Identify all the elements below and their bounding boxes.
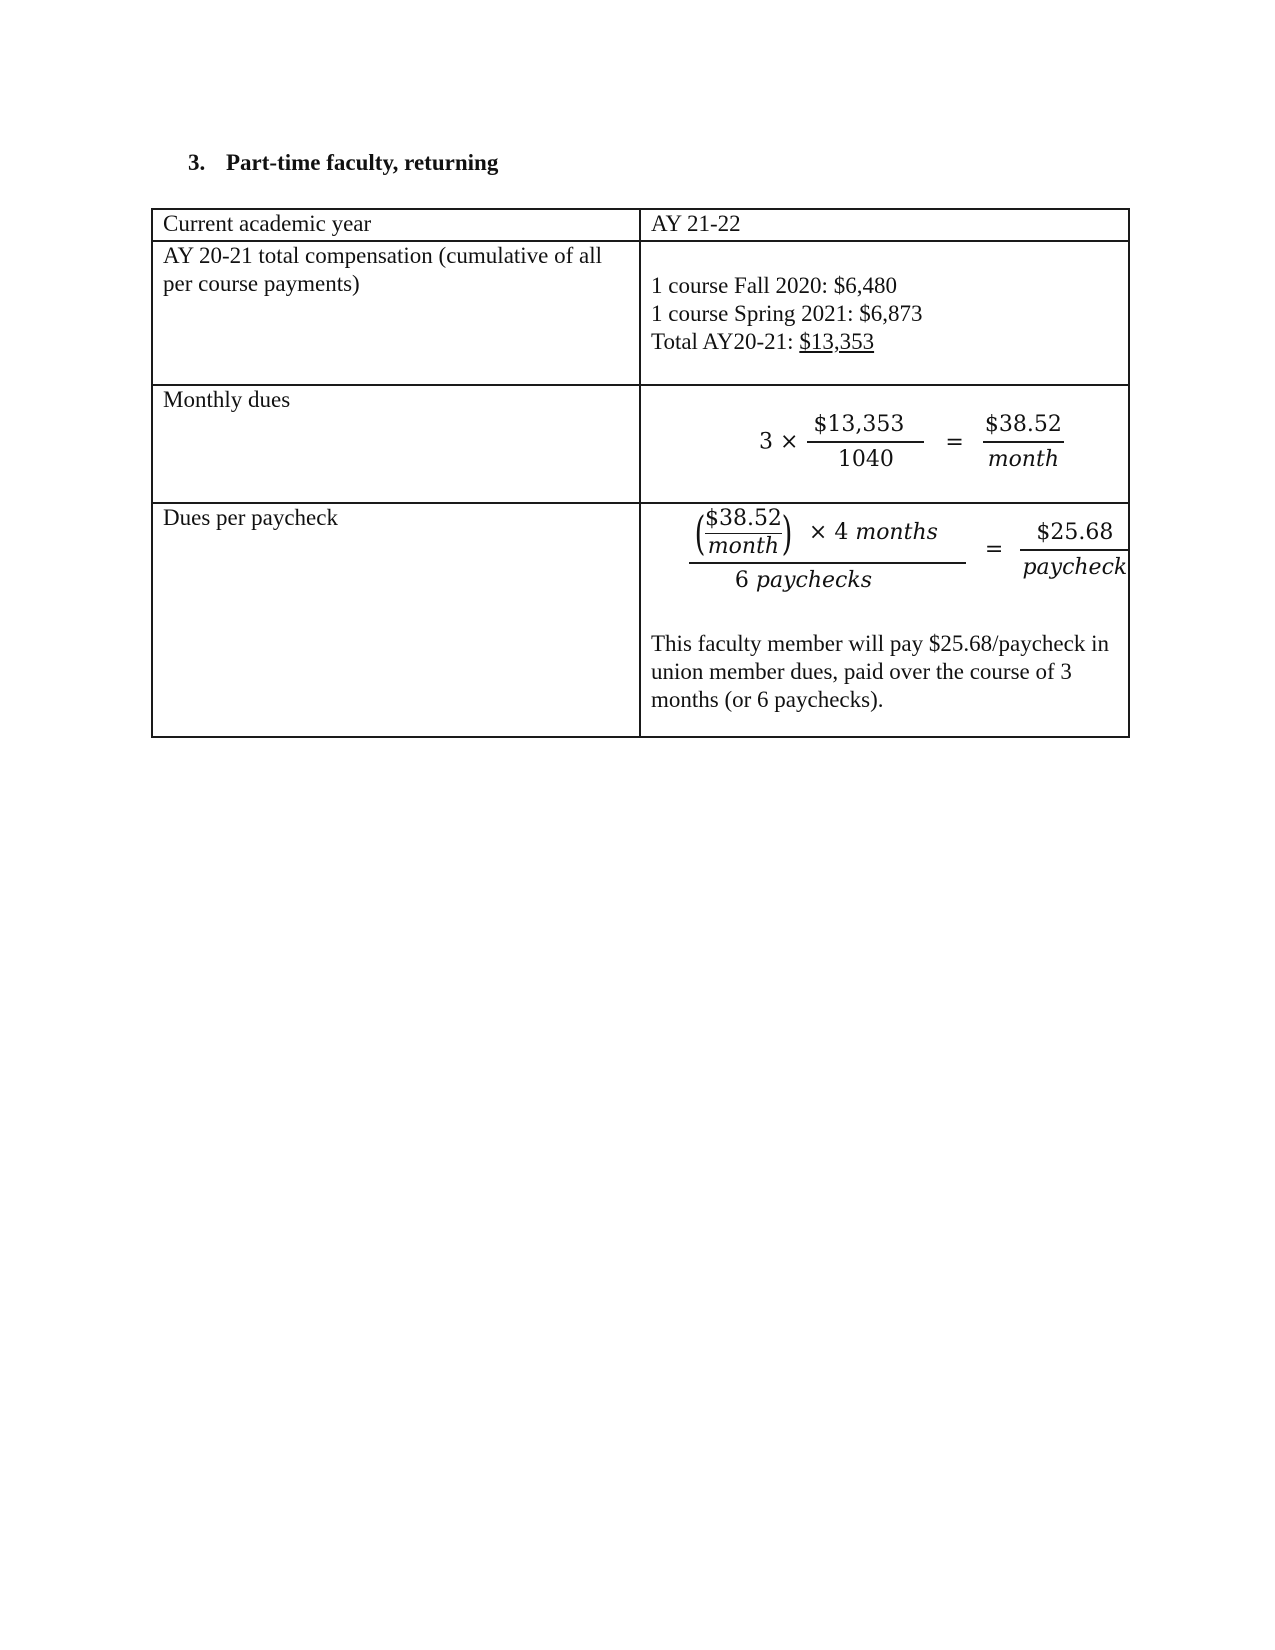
table-row <box>152 209 1129 241</box>
row-value <box>640 209 1129 241</box>
paycheck-count: 6 <box>734 568 749 593</box>
outer-numerator <box>689 506 966 564</box>
row-label <box>152 385 640 503</box>
close-paren: ) <box>781 506 793 560</box>
result-denominator: month <box>987 447 1059 472</box>
inner-denominator: month <box>707 534 780 559</box>
label-dues-per-paycheck: Dues per paycheck <box>163 505 338 530</box>
times-sign: × <box>808 520 828 545</box>
paycheck-unit: paychecks <box>755 568 872 593</box>
paycheck-dues-equation <box>689 506 1128 594</box>
label-current-year: Current academic year <box>163 211 372 236</box>
result-fraction <box>983 412 1064 473</box>
table-row <box>152 241 1129 385</box>
section-title: Part-time faculty, returning <box>226 150 499 175</box>
dues-summary-text: This faculty member will pay $25.68/paycheck in union member dues, paid over the course of 3 months (or 6 paychecks). <box>651 631 1109 712</box>
row-label <box>152 503 640 737</box>
total-label: Total AY20-21: <box>651 329 800 354</box>
row-value <box>640 385 1129 503</box>
total-compensation <box>651 328 1118 356</box>
compensation-fraction <box>807 412 924 473</box>
dues-calculation-table <box>151 208 1130 738</box>
months-count: 4 <box>834 520 849 545</box>
section-number: 3. <box>188 150 206 175</box>
section-heading <box>188 150 498 176</box>
monthly-dues-equation <box>759 412 1118 473</box>
value-current-year: AY 21-22 <box>651 211 741 236</box>
label-total-compensation: AY 20-21 total compensation (cumulative of all per course payments) <box>163 243 603 296</box>
inner-numerator: $38.52 <box>705 506 782 534</box>
label-monthly-dues: Monthly dues <box>163 387 291 412</box>
equals-sign: = <box>945 429 964 455</box>
course-payment-fall: 1 course Fall 2020: $6,480 <box>651 273 897 298</box>
fraction-numerator: $13,353 <box>807 412 924 443</box>
row-value <box>640 503 1129 737</box>
multiplier: 3 × <box>759 429 799 455</box>
months-unit: months <box>855 520 938 545</box>
inner-fraction <box>705 506 782 560</box>
open-paren: ( <box>694 506 706 560</box>
result-numerator: $38.52 <box>983 412 1064 443</box>
row-label <box>152 241 640 385</box>
course-payment-spring: 1 course Spring 2021: $6,873 <box>651 301 923 326</box>
table-row <box>152 503 1129 737</box>
outer-denominator <box>733 564 922 594</box>
table-row <box>152 385 1129 503</box>
row-label <box>152 209 640 241</box>
paycheck-result-denominator: paycheck <box>1022 554 1128 580</box>
paycheck-result-fraction <box>1020 520 1129 581</box>
paycheck-result-numerator: $25.68 <box>1020 520 1129 551</box>
fraction-denominator: 1040 <box>837 447 894 472</box>
outer-fraction <box>689 506 966 594</box>
equals-sign: = <box>984 537 1004 562</box>
total-value: $13,353 <box>799 329 875 354</box>
row-value <box>640 241 1129 385</box>
